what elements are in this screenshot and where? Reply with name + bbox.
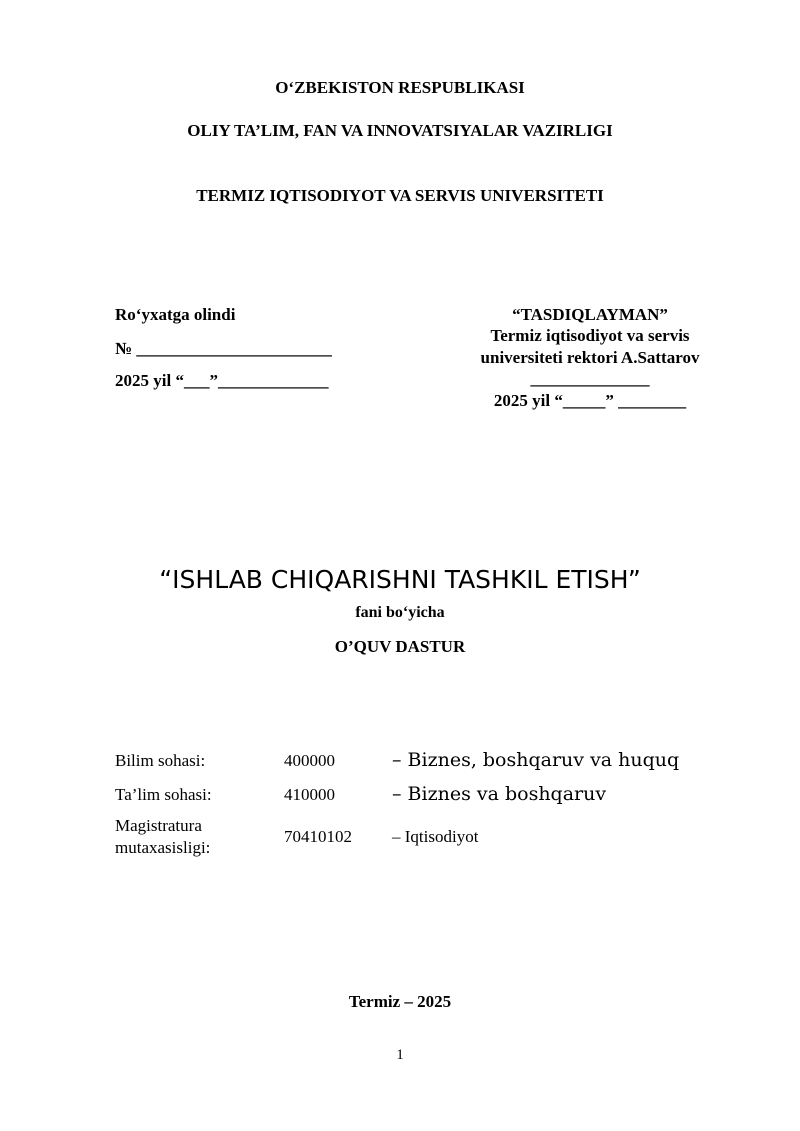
field-label-education-area: Ta’lim sohasi:	[115, 785, 212, 804]
field-label-master-line1: Magistratura	[115, 816, 202, 835]
field-desc-master: – Iqtisodiyot	[392, 827, 479, 846]
place-year: Termiz – 2025	[348, 992, 452, 1011]
registration-number-line: № _______________________	[115, 339, 332, 358]
registration-date-line: 2025 yil “___”_____________	[115, 371, 329, 390]
ministry-title: OLIY TA’LIM, FAN VA INNOVATSIYALAR VAZIRLIGI	[187, 121, 613, 140]
page-number: 1	[396, 1047, 404, 1063]
republic-title: O‘ZBEKISTON RESPUBLIKASI	[275, 78, 525, 97]
approval-line-rector: universiteti rektori A.Sattarov	[480, 348, 700, 367]
field-label-knowledge-area: Bilim sohasi:	[115, 751, 206, 770]
field-code-knowledge-area: 400000	[284, 751, 335, 770]
university-title: TERMIZ IQTISODIYOT VA SERVIS UNIVERSITETI	[196, 186, 604, 205]
subject-subtitle: fani bo‘yicha	[355, 604, 445, 621]
approval-line-university: Termiz iqtisodiyot va servis	[490, 326, 690, 345]
approval-signature-line: ______________	[530, 369, 650, 388]
document-type: O’QUV DASTUR	[334, 637, 466, 656]
field-desc-knowledge-area: – Biznes, boshqaruv va huquq	[392, 749, 680, 771]
approval-date-line: 2025 yil “_____” ________	[493, 391, 687, 410]
field-code-master: 70410102	[284, 827, 352, 846]
field-label-master-line2: mutaxasisligi:	[115, 838, 211, 857]
registration-label: Ro‘yxatga olindi	[115, 305, 236, 324]
approval-heading: “TASDIQLAYMAN”	[512, 305, 668, 324]
subject-title: “ISHLAB CHIQARISHNI TASHKIL ETISH”	[159, 565, 641, 594]
field-code-education-area: 410000	[284, 785, 335, 804]
field-desc-education-area: – Biznes va boshqaruv	[392, 783, 607, 805]
